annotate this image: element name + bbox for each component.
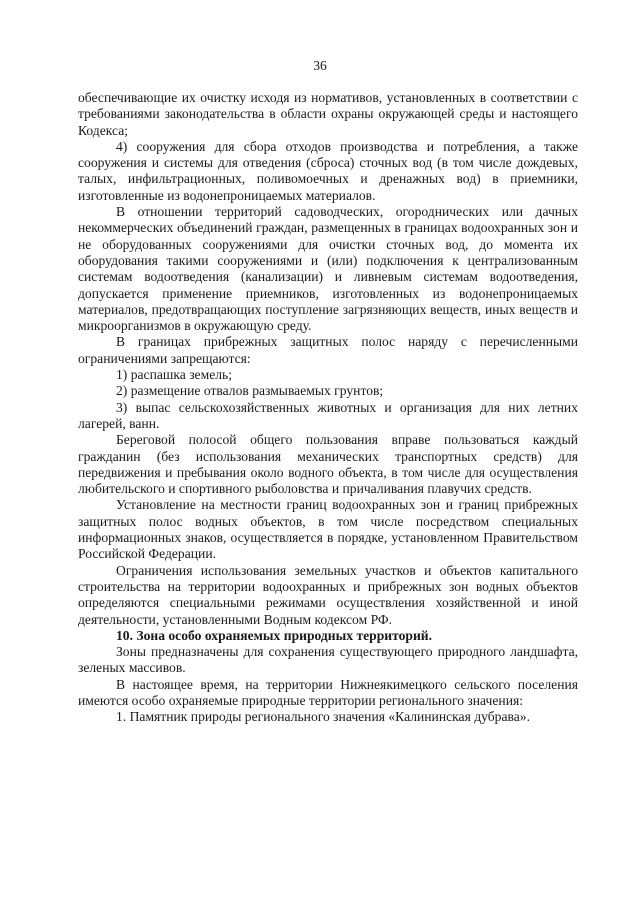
section-paragraph-purpose: Зоны предназначены для сохранения существующего природного ландшафта, зеленых массивов.	[78, 644, 578, 676]
list-item-plowing: 1) распашка земель;	[116, 367, 232, 383]
section-paragraph-current: В настоящее время, на территории Нижнеякимецкого сельского поселения имеются особо охраняемые природные территории регионального значения:	[78, 676, 578, 708]
paragraph-public-shoreline: Береговой полосой общего пользования вправе пользоваться каждый гражданин (без использования механических транспортных средств) для передвижения и пребывания около водного объекта, в том числе для осуществления любительского и спортивного рыболовства и причаливания плавучих средств.	[78, 432, 578, 497]
paragraph-boundary-establishment: Установление на местности границ водоохранных зон и границ прибрежных защитных полос водных объектов, в том числе посредством специальных информационных знаков, осуществляется в порядке, установленном Правительством Российской Федерации.	[78, 497, 578, 562]
paragraph-continuation: обеспечивающие их очистку исходя из нормативов, установленных в соответствии с требованиями законодательства в области охраны окружающей среды и настоящего Кодекса;	[78, 90, 578, 138]
paragraph-coastal-strip-restrictions: В границах прибрежных защитных полос наряду с перечисленными ограничениями запрещаются:	[78, 334, 578, 366]
list-item-grazing: 3) выпас сельскохозяйственных животных и организация для них летних лагерей, ванн.	[78, 399, 578, 431]
list-item-dumps: 2) размещение отвалов размываемых грунтов;	[116, 383, 384, 399]
section-heading: 10. Зона особо охраняемых природных территорий.	[116, 627, 433, 643]
section-list-item-1: 1. Памятник природы регионального значения «Калининская дубрава».	[116, 709, 530, 725]
paragraph-land-use-limits: Ограничения использования земельных участков и объектов капитального строительства на территории водоохранных и прибрежных зон водных объектов определяются специальными режимами осуществления хозяйственной и иной деятельности, установленными Водным кодексом РФ.	[78, 562, 578, 627]
paragraph-garden-associations: В отношении территорий садоводческих, огороднических или дачных некоммерческих объединений граждан, размещенных в границах водоохранных зон и не оборудованных сооружениями для очистки сточных вод, до момента их оборудования такими сооружениями и (или) подключения к централизованным системам водоотведения (канализации) и ливневым системам водоотведения, допускается применение приемников, изготовленных из водонепроницаемых материалов, предотвращающих поступление загрязняющих веществ, иных веществ и микроорганизмов в окружающую среду.	[78, 204, 578, 334]
document-body	[78, 90, 578, 726]
page-number: 36	[313, 58, 327, 73]
paragraph-item-4-waste-facilities: 4) сооружения для сбора отходов производства и потребления, а также сооружения и системы для отведения (сброса) сточных вод (в том числе дождевых, талых, инфильтрационных, поливомоечных и дренажных вод) в приемники, изготовленные из водонепроницаемых материалов.	[78, 138, 578, 203]
